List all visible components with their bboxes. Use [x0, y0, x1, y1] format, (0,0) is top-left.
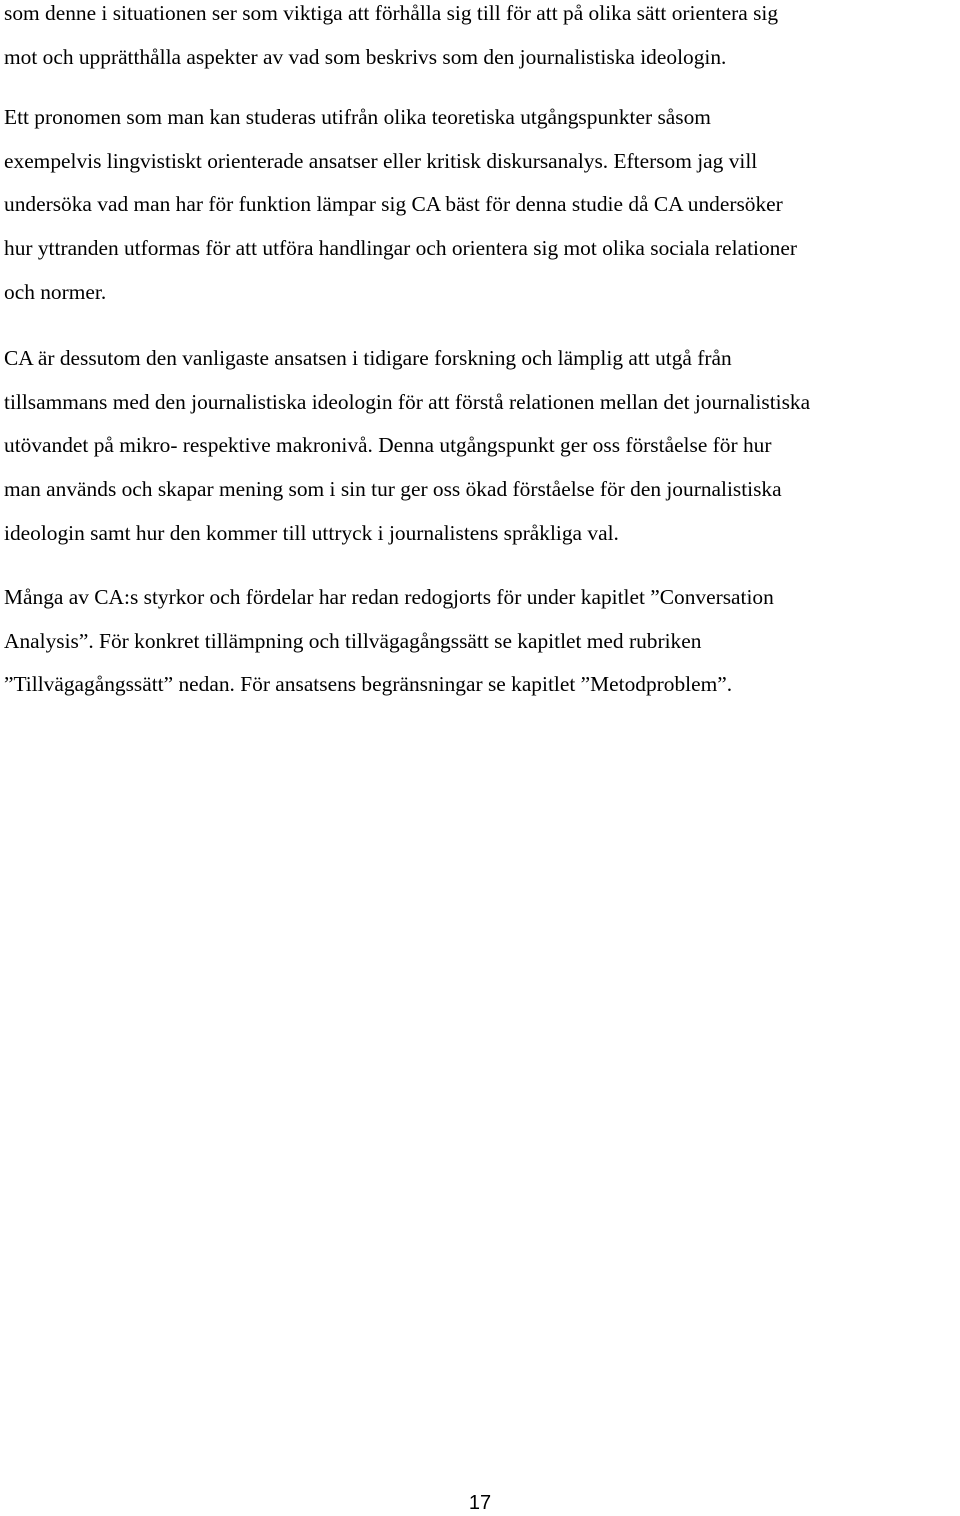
- text-line: tillsammans med den journalistiska ideologin för att förstå relationen mellan det journalistiska: [4, 389, 811, 414]
- text-line: man används och skapar mening som i sin tur ger oss ökad förståelse för den journalistiska: [4, 477, 782, 502]
- paragraph-4: [4, 576, 958, 707]
- text-line: Ett pronomen som man kan studeras utifrån olika teoretiska utgångspunkter såsom: [4, 105, 711, 129]
- text-line: och normer.: [4, 279, 107, 304]
- text-line: Många av CA:s styrkor och fördelar har redan redogjorts för under kapitlet ”Conversation: [4, 585, 774, 609]
- text-line: hur yttranden utformas för att utföra handlingar och orientera sig mot olika sociala relationer: [4, 236, 797, 261]
- paragraph-2: [4, 96, 958, 314]
- text-line: Analysis”. För konkret tillämpning och tillvägagångssätt se kapitlet med rubriken: [4, 628, 702, 653]
- page-number: 17: [468, 1492, 492, 1514]
- paragraph-3: [4, 337, 958, 555]
- text-line: ”Tillvägagångssätt” nedan. För ansatsens begränsningar se kapitlet ”Metodproblem”.: [4, 672, 733, 697]
- text-line: som denne i situationen ser som viktiga att förhålla sig till för att på olika sätt orientera sig: [4, 1, 779, 25]
- text-line: utövandet på mikro- respektive makronivå. Denna utgångspunkt ger oss förståelse för hur: [4, 433, 772, 458]
- paragraph-1: [4, 0, 958, 79]
- text-line: undersöka vad man har för funktion lämpar sig CA bäst för denna studie då CA undersöker: [4, 192, 783, 217]
- text-line: CA är dessutom den vanligaste ansatsen i tidigare forskning och lämplig att utgå från: [4, 346, 732, 370]
- text-line: ideologin samt hur den kommer till uttryck i journalistens språkliga val.: [4, 520, 619, 545]
- text-line: exempelvis lingvistiskt orienterade ansatser eller kritisk diskursanalys. Eftersom jag vill: [4, 148, 758, 173]
- text-line: mot och upprätthålla aspekter av vad som beskrivs som den journalistiska ideologin.: [4, 44, 727, 69]
